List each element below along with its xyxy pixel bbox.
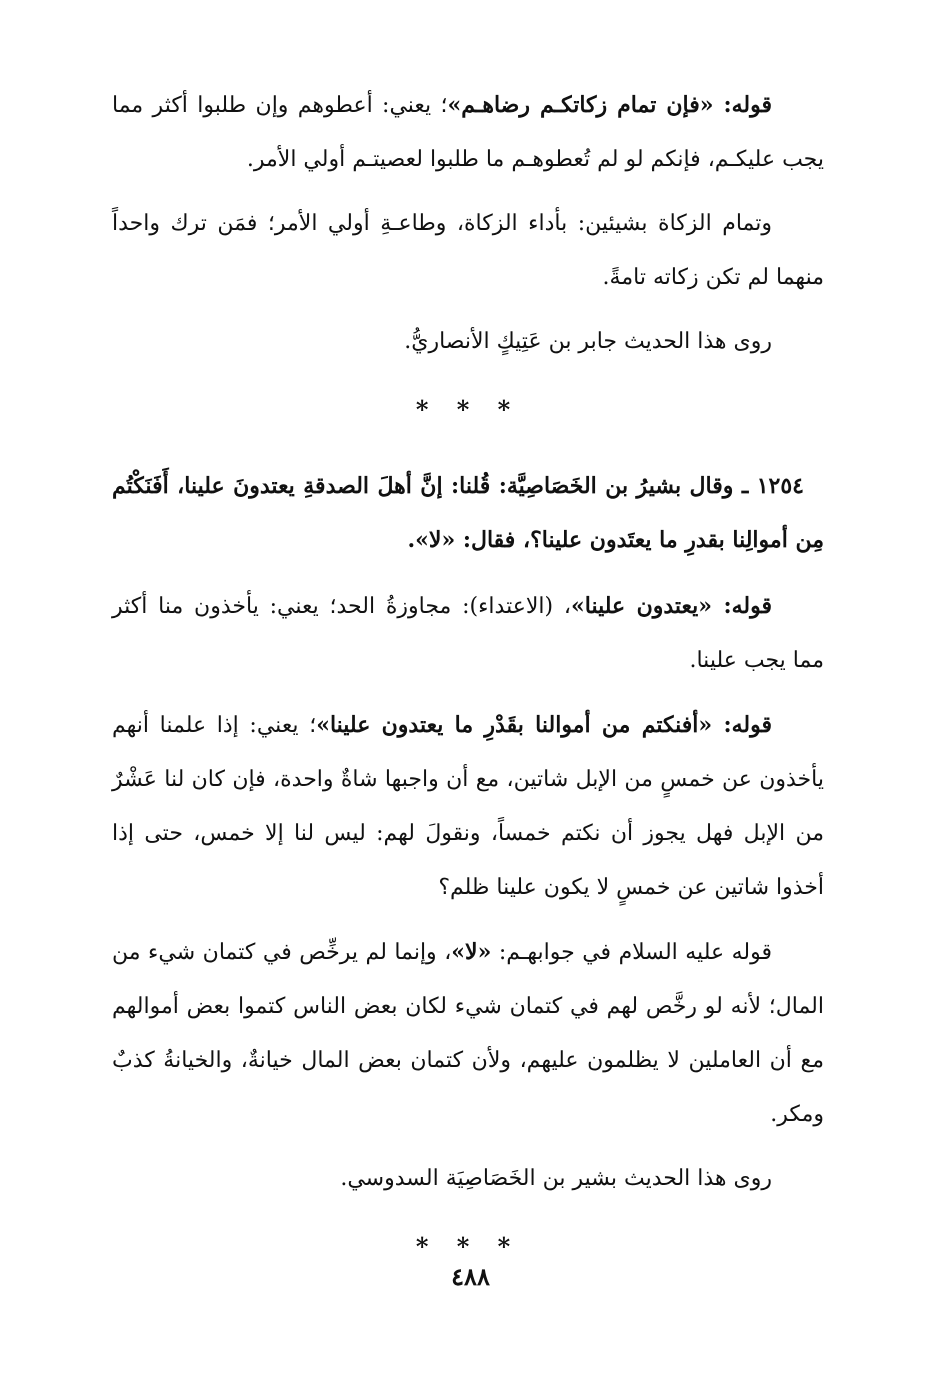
page-number: ٤٨٨ xyxy=(451,1262,490,1291)
quoted-phrase: «لا» xyxy=(451,939,492,965)
commentary-text: ، (الاعتداء): مجاوزةُ الحد؛ يعني: يأخذون منا أكثر مما يجب علينا. xyxy=(112,594,824,673)
quoted-phrase: قوله: «أفنكتم من أموالنا بقَدْرِ ما يعتدون علينا» xyxy=(316,712,772,738)
commentary-paragraph-5 xyxy=(112,925,824,1142)
section-separator: * * * xyxy=(415,1232,521,1261)
commentary-paragraph-2 xyxy=(112,197,824,305)
commentary-paragraph-4 xyxy=(112,698,824,915)
commentary-text: ؛ يعني: أعطوهم وإن طلبوا أكثر مما يجب عليكـم، فإنكم لو لم تُعطوهـم ما طلبوا لعصيتـم أولي الأمر. xyxy=(112,93,824,172)
quoted-phrase: قوله: «يعتدون علينا» xyxy=(571,593,772,619)
commentary-text: قوله عليه السلام في جوابهـم: xyxy=(491,940,772,965)
page-body xyxy=(112,78,824,1296)
commentary-text: ؛ يعني: إذا علمنا أنهم يأخذون عن خمسٍ من الإبل شاتين، مع أن واجبها شاةٌ واحدة، فإن كان لنا عَشْرٌ من الإبل فهل يجوز أن نكتم خمساً، ونقولَ لهم: ليس لنا إلا خمس، حتى إذا أخذوا شاتين عن خمسٍ لا يكون علينا ظلم؟ xyxy=(112,713,824,900)
narrator-note-2: روى هذا الحديث بشير بن الخَصَاصِيَة السدوسي. xyxy=(340,1166,772,1191)
commentary-text: ، وإنما لم يرخِّص في كتمان شيء من المال؛ لأنه لو رخَّص لهم في كتمان شيء لكان بعض الناس كتموا بعض أموالهم مع أن العاملين لا يظلمون عليهم، ولأن كتمان بعض المال خيانةٌ، والخيانةُ كذبٌ ومكر. xyxy=(112,940,824,1127)
commentary-paragraph-3 xyxy=(112,579,824,688)
commentary-text: وتمام الزكاة بشيئين: بأداء الزكاة، وطاعـةِ أولي الأمر؛ فمَن ترك واحداً منهما لم تكن زكاته تامةً. xyxy=(112,211,824,290)
commentary-paragraph-1 xyxy=(112,78,824,187)
quoted-phrase: قوله: «فإن تمام زكاتكـم رضاهـم» xyxy=(447,92,772,118)
section-separator: * * * xyxy=(415,395,521,424)
hadith-text: ١٢٥٤ ـ وقال بشيرُ بن الخَصَاصِيَّة: قُلنا: إنَّ أهلَ الصدقةِ يعتدونَ علينا، أَفَنَكْتُم مِن أموالِنا بقدرِ ما يعتَدون علينا؟، فقال: «لا». xyxy=(112,473,824,553)
narrator-note-1: روى هذا الحديث جابر بن عَتِيكٍ الأنصاريُّ. xyxy=(404,329,772,354)
